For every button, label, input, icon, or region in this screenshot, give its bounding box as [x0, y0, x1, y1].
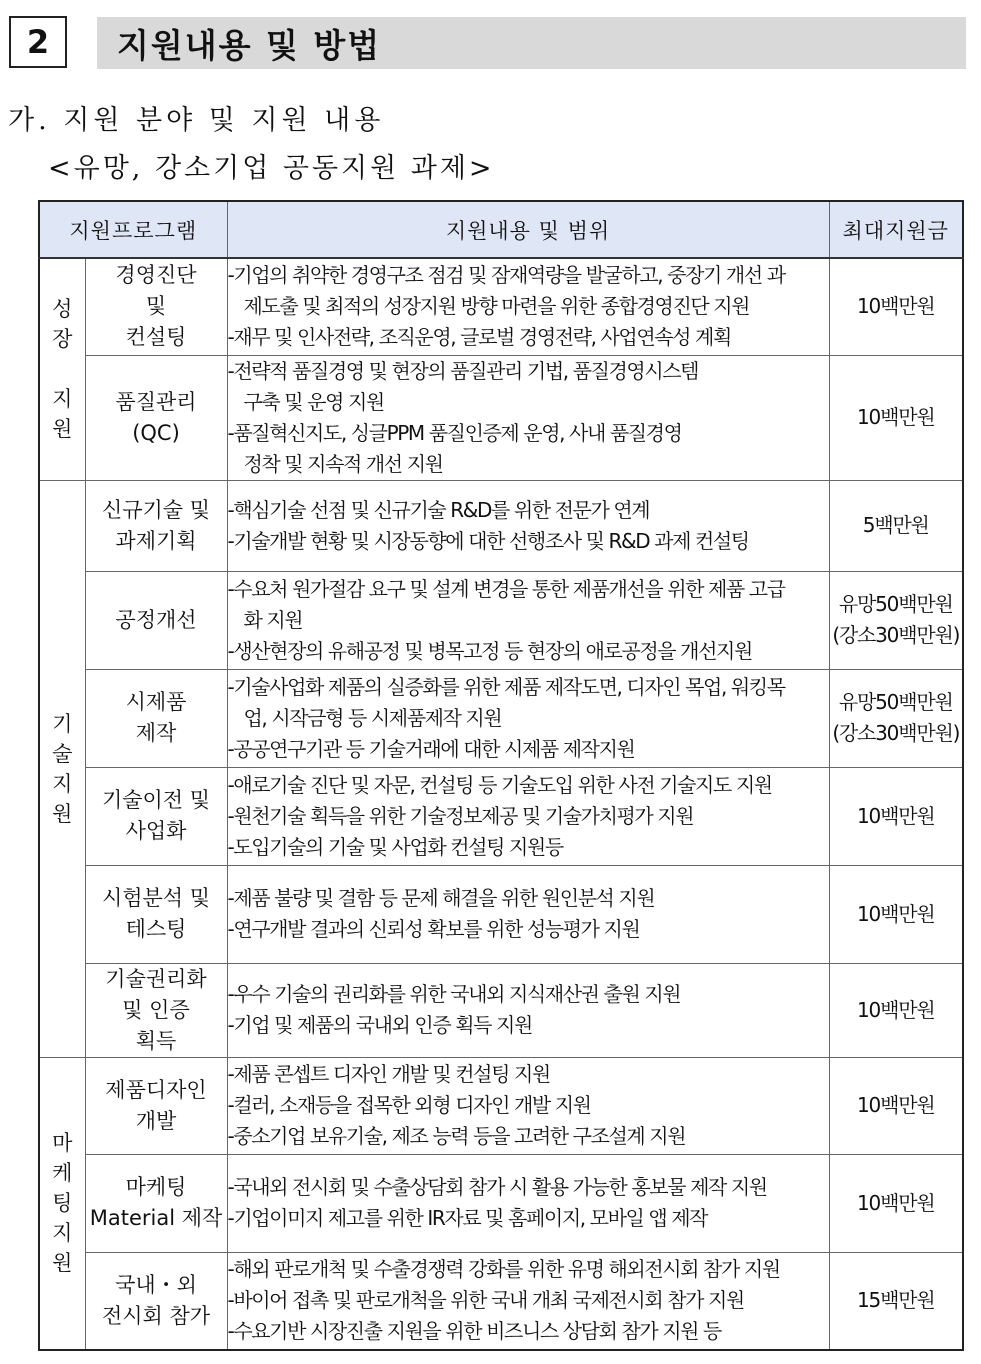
section-number: 2 — [9, 16, 67, 68]
amount-line: 10백만원 — [857, 1190, 935, 1215]
content-line: -컬러, 소재등을 접목한 외형 디자인 개발 지원 — [227, 1093, 591, 1117]
amount-line: 10백만원 — [857, 901, 935, 926]
table-row — [39, 355, 963, 480]
table-row — [39, 1252, 963, 1350]
content-line: -기업의 취약한 경영구조 점검 및 잠재역량을 발굴하고, 중장기 개선 과 — [227, 263, 785, 288]
category-growth — [39, 258, 85, 480]
content-line: -우수 기술의 권리화를 위한 국내외 지식재산권 출원 지원 — [227, 982, 681, 1006]
max-amount — [829, 865, 963, 963]
category-char: 원 — [52, 417, 73, 442]
category-char: 기 — [52, 711, 73, 736]
program-name — [85, 571, 227, 669]
subtitle: 가. 지원 분야 및 지원 내용 — [8, 105, 385, 136]
content-line: -핵심기술 선점 및 신규기술 R&D를 위한 전문가 연계 — [227, 497, 650, 522]
support-content — [227, 669, 829, 767]
table-row — [39, 963, 963, 1057]
program-line: 및 — [145, 294, 167, 319]
program-name — [85, 963, 227, 1057]
content-line: -기업 및 제품의 국내외 인증 획득 지원 — [227, 1013, 532, 1037]
max-amount — [829, 355, 963, 480]
program-name — [85, 480, 227, 571]
program-name — [85, 1154, 227, 1252]
amount-line: 15백만원 — [857, 1288, 935, 1313]
content-line: -기술개발 현황 및 시장동향에 대한 선행조사 및 R&D 과제 컨설팅 — [227, 528, 749, 553]
category-char — [40, 354, 85, 384]
program-line: 및 인증 — [122, 997, 190, 1022]
content-line: -연구개발 결과의 신뢰성 확보를 위한 성능평가 지원 — [227, 917, 640, 941]
amount-line: 10백만원 — [857, 803, 935, 828]
max-amount — [829, 571, 963, 669]
program-line: 기술이전 및 — [101, 788, 211, 812]
program-line: 개발 — [135, 1108, 177, 1133]
header-program: 지원프로그램 — [39, 201, 227, 258]
content-line: 정착 및 지속적 개선 지원 — [243, 451, 443, 476]
content-line: -기업이미지 제고를 위한 IR자료 및 홈페이지, 모바일 앱 제작 — [227, 1206, 708, 1230]
amount-line: 10백만원 — [857, 1093, 935, 1117]
table-row — [39, 669, 963, 767]
amount-line: 유망50백만원 — [838, 592, 953, 616]
amount-line: (강소30백만원) — [832, 623, 960, 647]
category-marketing — [39, 1057, 85, 1350]
content-line: -수요기반 시장진출 지원을 위한 비즈니스 상담회 참가 지원 등 — [227, 1319, 721, 1344]
content-line: -전략적 품질경영 및 현장의 품질관리 기법, 품질경영시스템 — [227, 358, 699, 383]
category-char: 케 — [52, 1161, 73, 1186]
program-line: 품질관리 — [115, 389, 197, 414]
table-row — [39, 865, 963, 963]
amount-line: 10백만원 — [857, 997, 935, 1022]
program-line: 테스팅 — [125, 917, 187, 941]
program-line: 공정개선 — [115, 607, 197, 632]
max-amount — [829, 1252, 963, 1350]
support-content — [227, 571, 829, 669]
program-line: 과제기획 — [115, 528, 197, 553]
category-char: 마 — [52, 1131, 73, 1156]
program-line: 제품디자인 — [105, 1077, 207, 1102]
max-amount — [829, 1057, 963, 1154]
program-name — [85, 1057, 227, 1154]
header-content: 지원내용 및 범위 — [227, 201, 829, 258]
program-line: 시험분석 및 — [101, 886, 211, 910]
support-content — [227, 865, 829, 963]
program-line: 시제품 — [125, 690, 187, 714]
content-line: -도입기술의 기술 및 사업화 컨설팅 지원등 — [227, 834, 563, 859]
program-name — [85, 258, 227, 355]
header-amount: 최대지원금 — [829, 201, 963, 258]
program-line: (QC) — [132, 420, 180, 445]
support-content — [227, 258, 829, 355]
program-name — [85, 767, 227, 865]
max-amount — [829, 669, 963, 767]
support-content — [227, 355, 829, 480]
amount-line: 10백만원 — [857, 405, 935, 429]
category-char: 팅 — [52, 1191, 73, 1216]
content-line: -중소기업 보유기술, 제조 능력 등을 고려한 구조설계 지원 — [227, 1124, 686, 1148]
content-line: -바이어 접촉 및 판로개척을 위한 국내 개최 국제전시회 참가 지원 — [227, 1288, 744, 1313]
program-name — [85, 865, 227, 963]
table-row — [39, 571, 963, 669]
program-line: 기술권리화 — [105, 966, 207, 991]
category-char: 원 — [52, 801, 73, 826]
program-line: 전시회 참가 — [101, 1303, 211, 1328]
category-char: 지 — [52, 387, 73, 412]
program-line: 국내・외 — [115, 1272, 197, 1297]
program-line: 컨설팅 — [125, 325, 187, 350]
table-header-row — [39, 201, 963, 258]
program-line: 획득 — [135, 1028, 177, 1053]
content-line: -생산현장의 유해공정 및 병목고정 등 현장의 애로공정을 개선지원 — [227, 638, 752, 663]
table-row — [39, 258, 963, 355]
max-amount — [829, 258, 963, 355]
category-char: 지 — [52, 1221, 73, 1246]
content-line: -수요처 원가절감 요구 및 설계 변경을 통한 제품개선을 위한 제품 고급 — [227, 576, 785, 601]
category-char: 지 — [52, 771, 73, 796]
support-content — [227, 1154, 829, 1252]
category-char: 술 — [52, 741, 73, 766]
program-line: 사업화 — [125, 819, 187, 843]
content-line: -국내외 전시회 및 수출상담회 참가 시 활용 가능한 홍보물 제작 지원 — [227, 1175, 767, 1199]
support-content — [227, 963, 829, 1057]
category-char: 성 — [52, 297, 73, 322]
content-line: 제도출 및 최적의 성장지원 방향 마련을 위한 종합경영진단 지원 — [243, 294, 750, 319]
amount-line: 5백만원 — [862, 513, 929, 537]
content-line: -애로기술 진단 및 자문, 컨설팅 등 기술도입 위한 사전 기술지도 지원 — [227, 772, 772, 797]
max-amount — [829, 1154, 963, 1252]
amount-line: 유망50백만원 — [838, 690, 953, 714]
content-line: -해외 판로개척 및 수출경쟁력 강화를 위한 유명 해외전시회 참가 지원 — [227, 1257, 780, 1282]
support-table — [38, 200, 964, 1351]
program-name — [85, 1252, 227, 1350]
support-content — [227, 480, 829, 571]
content-line: -재무 및 인사전략, 조직운영, 글로벌 경영전략, 사업연속성 계획 — [227, 325, 731, 350]
program-line: 경영진단 — [115, 263, 197, 288]
support-content — [227, 1252, 829, 1350]
table-row — [39, 1057, 963, 1154]
content-line: -기술사업화 제품의 실증화를 위한 제품 제작도면, 디자인 목업, 워킹목 — [227, 674, 785, 699]
content-line: 화 지원 — [243, 607, 303, 632]
category-tech — [39, 480, 85, 1057]
category-char: 원 — [52, 1251, 73, 1276]
table-row — [39, 767, 963, 865]
content-line: -공공연구기관 등 기술거래에 대한 시제품 제작지원 — [227, 736, 635, 761]
program-line: 마케팅 — [125, 1175, 187, 1199]
program-line: Material 제작 — [89, 1206, 223, 1230]
program-name — [85, 669, 227, 767]
table-caption: <유망, 강소기업 공동지원 과제> — [48, 153, 495, 184]
content-line: -품질혁신지도, 싱글PPM 품질인증제 운영, 사내 품질경영 — [227, 420, 682, 445]
support-content — [227, 767, 829, 865]
table-row — [39, 1154, 963, 1252]
content-line: -제품 불량 및 결함 등 문제 해결을 위한 원인분석 지원 — [227, 886, 655, 910]
program-line: 신규기술 및 — [101, 497, 211, 522]
category-char: 장 — [52, 327, 73, 352]
content-line: 구축 및 운영 지원 — [243, 389, 384, 414]
content-line: 업, 시작금형 등 시제품제작 지원 — [243, 705, 502, 730]
content-line: -원천기술 획득을 위한 기술정보제공 및 기술가치평가 지원 — [227, 803, 694, 828]
max-amount — [829, 963, 963, 1057]
content-line: -제품 콘셉트 디자인 개발 및 컨설팅 지원 — [227, 1062, 550, 1086]
amount-line: 10백만원 — [857, 294, 935, 319]
max-amount — [829, 480, 963, 571]
program-name — [85, 355, 227, 480]
program-line: 제작 — [135, 721, 177, 745]
support-content — [227, 1057, 829, 1154]
section-title: 지원내용 및 방법 — [97, 17, 966, 69]
max-amount — [829, 767, 963, 865]
table-row — [39, 480, 963, 571]
amount-line: (강소30백만원) — [832, 721, 960, 745]
